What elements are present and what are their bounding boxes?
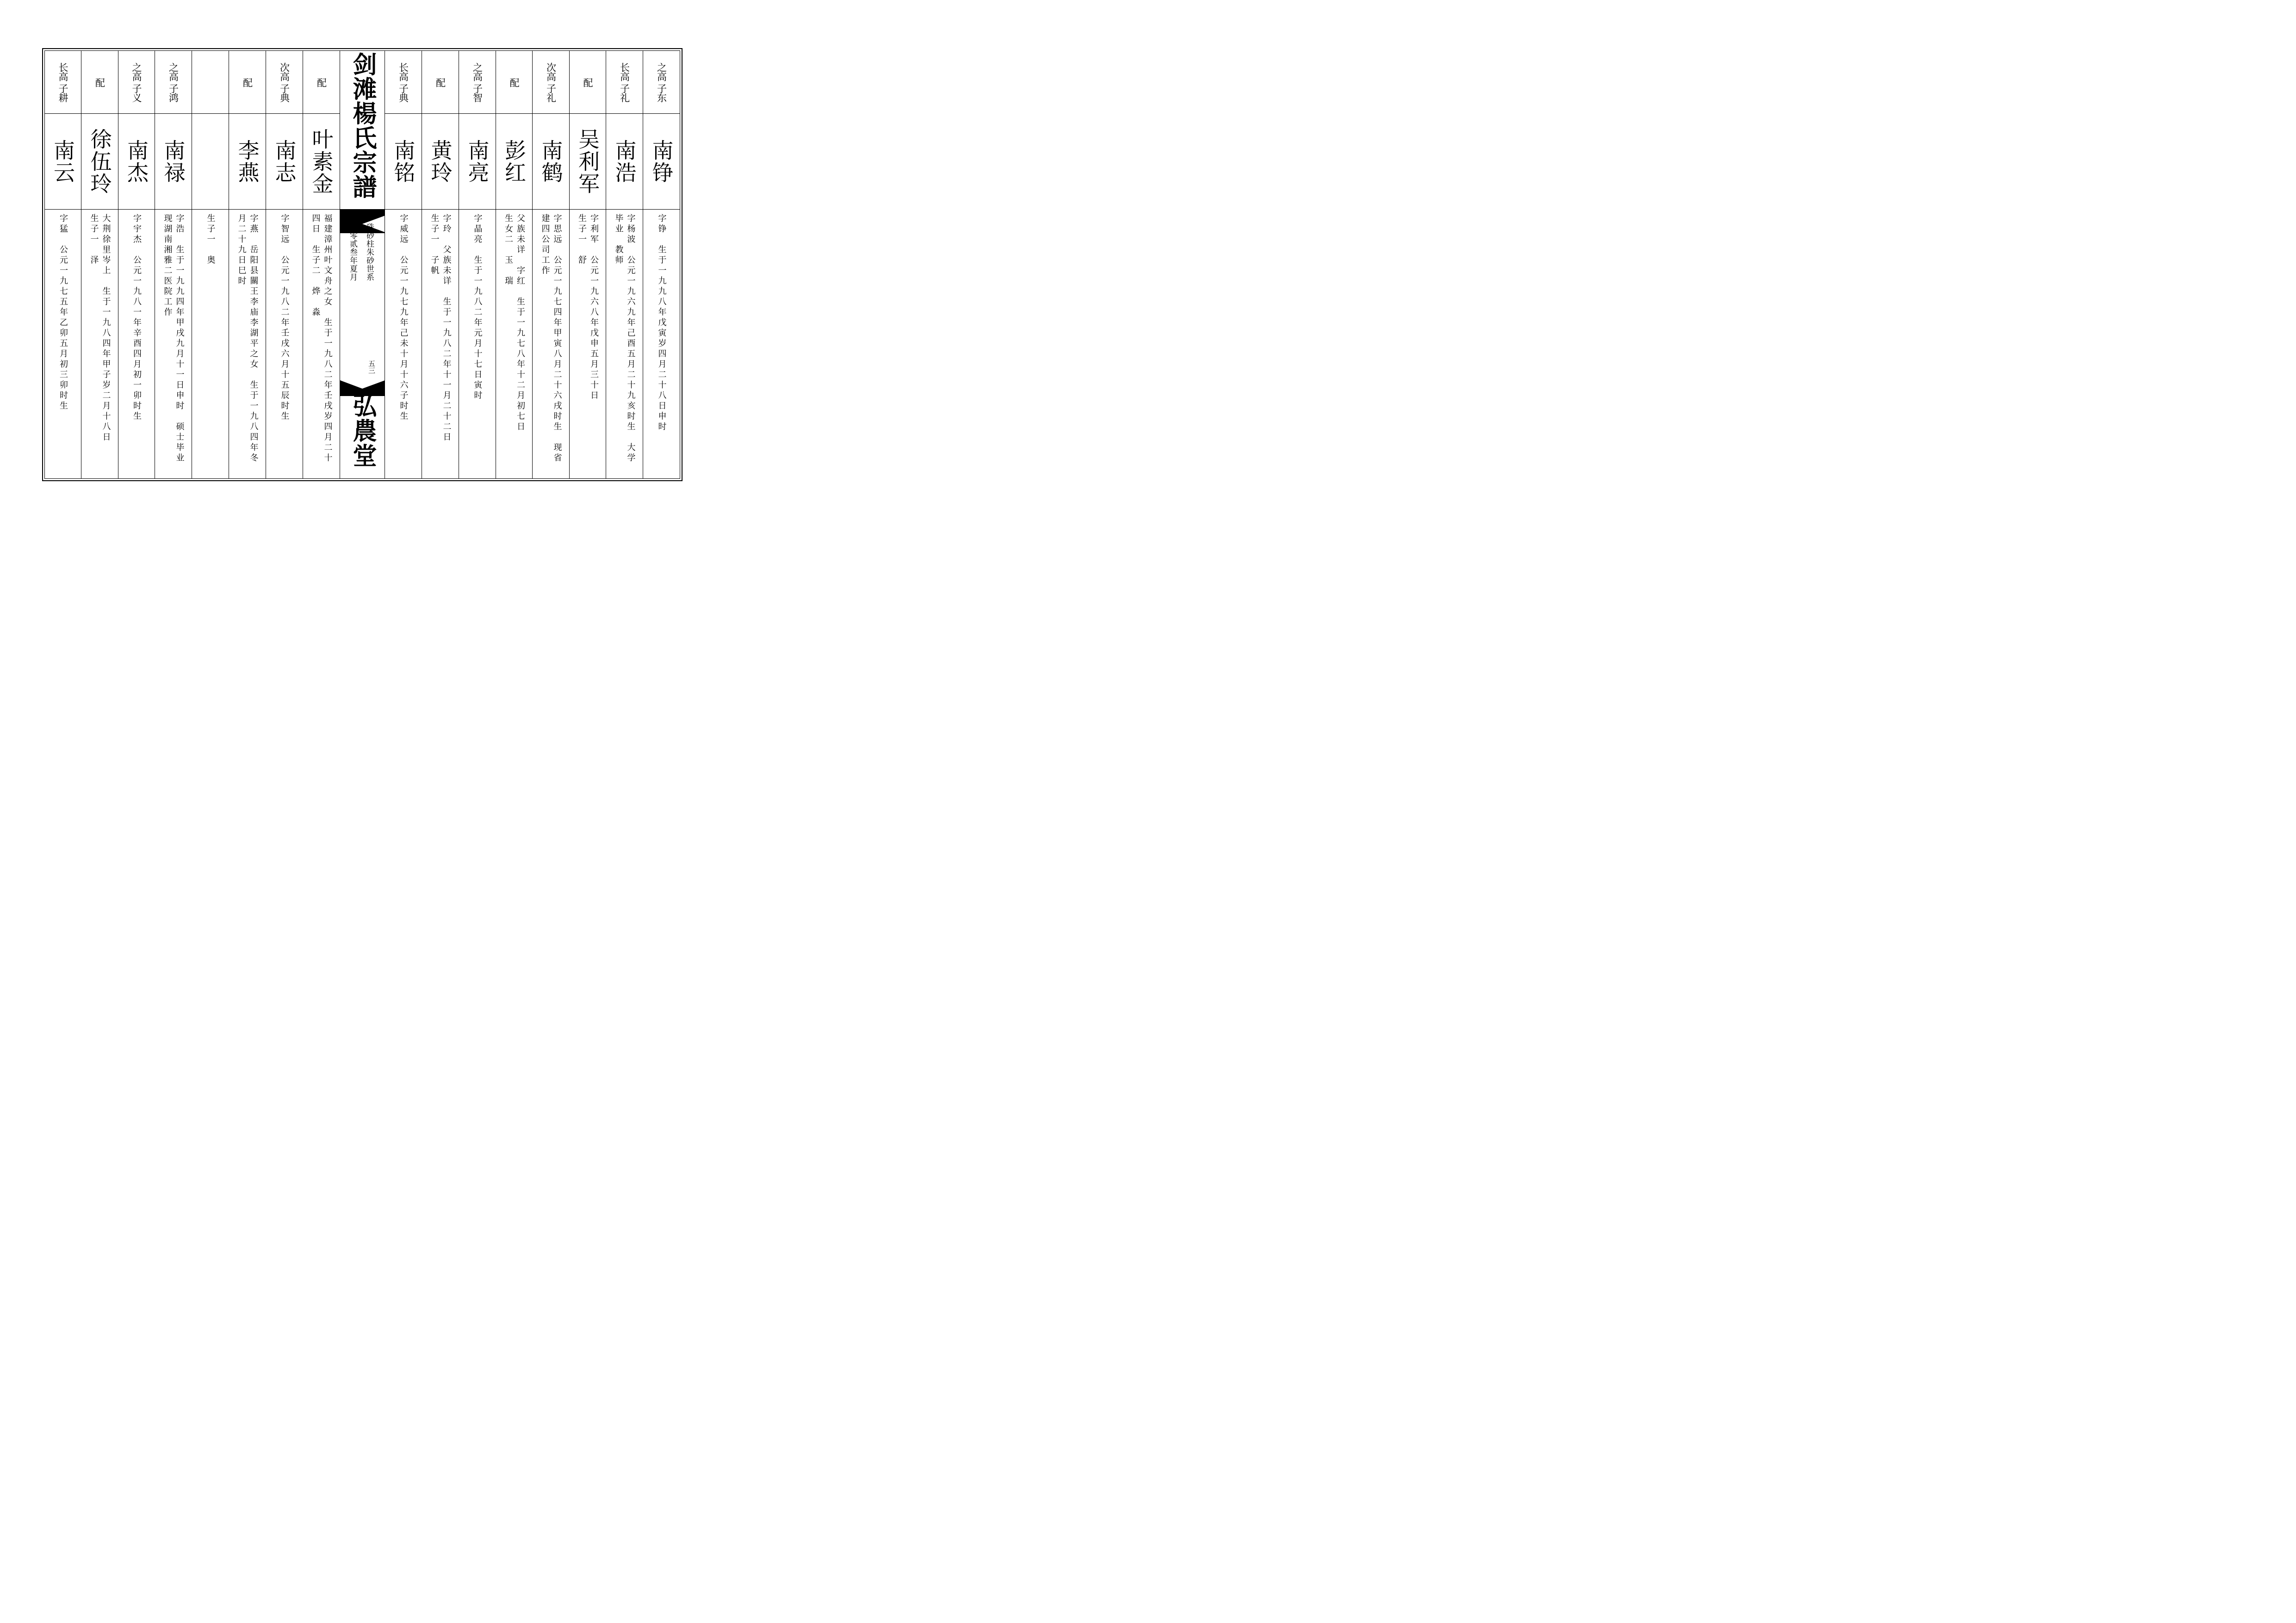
person-name: 南亮 xyxy=(465,139,490,184)
person-info: 字玲 父族未详 生于一九八二年十一月二十二日 生子一 子帆 xyxy=(429,214,452,443)
person-name: 徐伍玲 xyxy=(87,128,112,195)
relation-label: 配 xyxy=(509,77,520,87)
genealogy-column xyxy=(459,51,496,478)
genealogy-column xyxy=(422,51,459,478)
person-info: 生子一 奥 xyxy=(205,214,216,266)
person-info: 字晶亮 生于一九八二年元月十七日寅时 xyxy=(472,214,483,401)
person-info: 大荆徐里岑上 生于一九八四年甲子岁二月十八日 生子一 泽 xyxy=(89,214,111,443)
person-name: 叶素金 xyxy=(309,128,334,195)
person-name: 黄玲 xyxy=(428,139,453,184)
center-spine xyxy=(340,51,385,478)
person-name: 李燕 xyxy=(235,139,260,184)
person-info: 福建漳州叶文舟之女 生于一九八二年壬戌岁四月二十 四日 生子二 烨 淼 xyxy=(310,214,333,464)
relation-label: 配 xyxy=(316,77,327,87)
person-name: 南志 xyxy=(272,139,297,184)
relation-label: 次高 子典 xyxy=(279,62,290,102)
person-info: 字浩 生于一九九四年甲戌九月十一日申时 硕士毕业 现湖南湘雅二医院工作 xyxy=(162,214,185,464)
person-info: 字思远 公元一九七四年甲寅八月二十六戌时生 现省 建四公司工作 xyxy=(540,214,562,464)
page-number: 五三 xyxy=(367,360,376,374)
genealogy-column xyxy=(229,51,266,478)
person-info: 字利军 公元一九六八年戊申五月三十日 生子一 舒 xyxy=(577,214,599,401)
genealogy-column xyxy=(303,51,340,478)
person-info: 父族未详 字红 生于一九七八年十二月初七日 生女二 玉 瑞 xyxy=(503,214,525,433)
person-name: 南杰 xyxy=(124,139,149,184)
person-name: 南浩 xyxy=(612,139,637,184)
person-info: 字智远 公元一九八二年壬戌六月十五辰时生 xyxy=(279,214,290,422)
genealogy-column xyxy=(385,51,422,478)
relation-label: 配 xyxy=(434,77,446,87)
lineage-label: 硃砂柱朱砂世系 xyxy=(365,223,374,281)
genealogy-column xyxy=(643,51,680,478)
person-name: 南铮 xyxy=(649,139,674,184)
genealogy-column xyxy=(155,51,192,478)
relation-label: 次高 子礼 xyxy=(545,62,557,102)
genealogy-column xyxy=(266,51,303,478)
person-name: 南禄 xyxy=(161,139,186,184)
genealogy-column xyxy=(192,51,229,478)
genealogy-column xyxy=(45,51,81,478)
relation-label: 配 xyxy=(582,77,593,87)
relation-label: 长高 子礼 xyxy=(619,62,630,102)
person-name: 南云 xyxy=(50,139,75,184)
relation-label: 配 xyxy=(242,77,253,87)
genealogy-title: 剑滩楊氏宗譜 xyxy=(348,52,376,199)
genealogy-column xyxy=(606,51,643,478)
genealogy-column xyxy=(496,51,533,478)
relation-label: 之高 子义 xyxy=(131,62,142,102)
person-name: 南鹤 xyxy=(538,139,564,184)
relation-label: 长高 子典 xyxy=(397,62,409,102)
hall-name: 弘農堂 xyxy=(348,393,376,468)
person-info: 字杨波 公元一九六九年己酉五月二十九亥时生 大学 毕业 教师 xyxy=(614,214,636,464)
person-info: 字铮 生于一九九八年戊寅岁四月二十八日申时 xyxy=(657,214,667,433)
person-name: 吴利军 xyxy=(575,128,600,195)
relation-label: 配 xyxy=(94,77,105,87)
relation-label: 长高 子耕 xyxy=(57,62,68,102)
person-info: 字宇杰 公元一九八一年辛酉四月初一卯时生 xyxy=(132,214,142,422)
genealogy-column xyxy=(81,51,118,478)
relation-label: 之高 子东 xyxy=(656,62,667,102)
person-name: 彭红 xyxy=(502,139,527,184)
person-info: 字威远 公元一九七九年己未十月十六子时生 xyxy=(398,214,409,422)
person-info: 字燕 岳阳县關王李庙李湖平之女 生于一九八四年冬 月二十九日巳时 xyxy=(236,214,259,464)
relation-label: 之高 子鸿 xyxy=(168,62,179,102)
genealogy-column xyxy=(118,51,155,478)
genealogy-column xyxy=(533,51,570,478)
genealogy-column xyxy=(570,51,606,478)
person-name: 南铭 xyxy=(391,139,416,184)
relation-label: 之高 子智 xyxy=(472,62,483,102)
person-info: 字猛 公元一九七五年乙卯五月初三卯时生 xyxy=(58,214,68,412)
date-label: 贰零贰叁年夏月 xyxy=(348,223,357,281)
